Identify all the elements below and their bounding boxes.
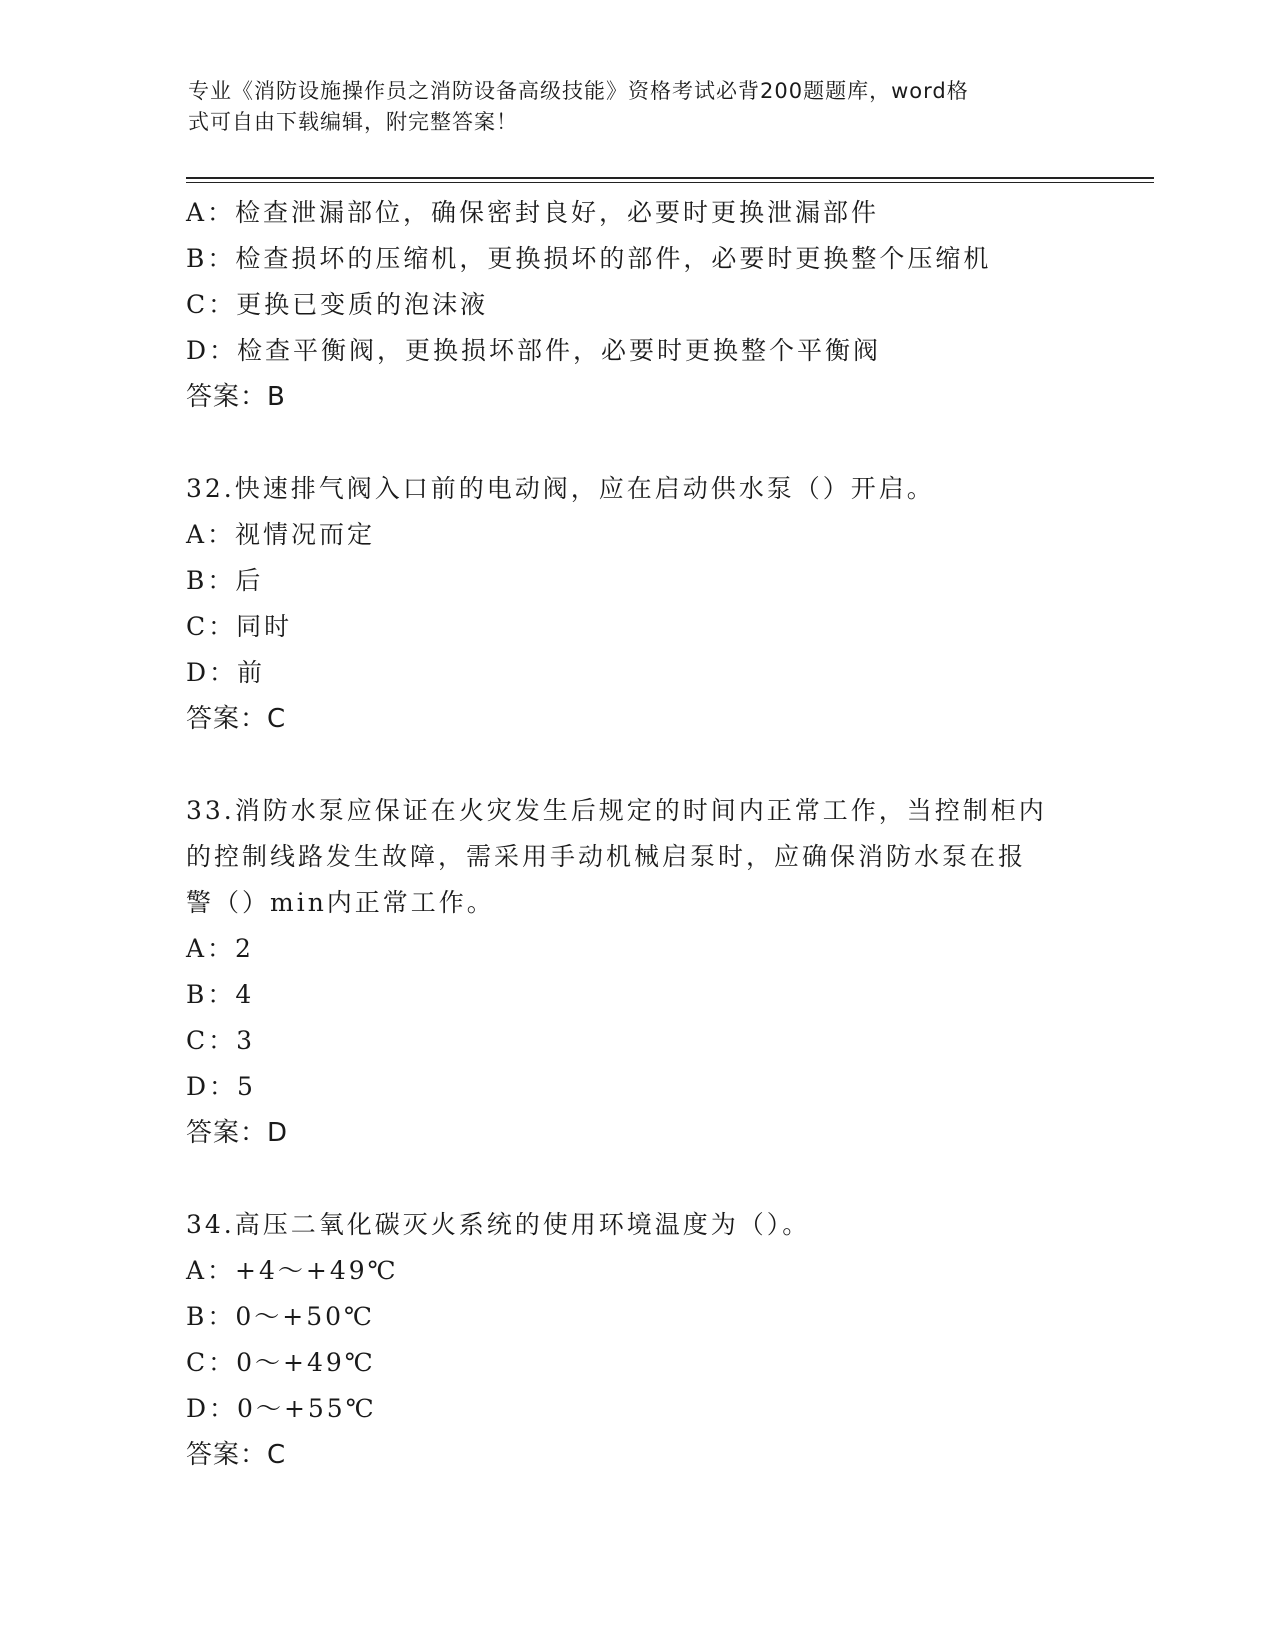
option-c: C：3 [186, 1026, 256, 1055]
question-32 [186, 466, 1086, 742]
option-a: A：+4～+49℃ [186, 1256, 399, 1285]
question-stem-line-3: 警（）min内正常工作。 [186, 888, 495, 917]
answer-line: 答案：D [186, 1118, 289, 1148]
header-divider-thin [186, 182, 1154, 183]
spacer [186, 742, 1086, 788]
option-d: D：检查平衡阀，更换损坏部件，必要时更换整个平衡阀 [186, 336, 882, 365]
answer-line: 答案：C [186, 1440, 287, 1470]
document-header [188, 76, 1068, 138]
spacer [186, 1156, 1086, 1202]
option-b: B：4 [186, 980, 255, 1009]
question-33 [186, 788, 1086, 1156]
header-divider-thick [186, 177, 1154, 179]
question-stem: 32.快速排气阀入口前的电动阀，应在启动供水泵（）开启。 [186, 474, 935, 503]
question-stem-line-2: 的控制线路发生故障，需采用手动机械启泵时，应确保消防水泵在报 [186, 842, 1027, 871]
option-b: B：检查损坏的压缩机，更换损坏的部件，必要时更换整个压缩机 [186, 244, 992, 273]
option-a: A：视情况而定 [186, 520, 376, 549]
option-c: C：更换已变质的泡沫液 [186, 290, 489, 319]
question-34 [186, 1202, 1086, 1478]
answer-line: 答案：C [186, 704, 287, 734]
question-list [186, 190, 1086, 1478]
option-d: D：5 [186, 1072, 256, 1101]
question-stem: 34.高压二氧化碳灭火系统的使用环境温度为（）。 [186, 1210, 811, 1239]
option-d: D：0～+55℃ [186, 1394, 377, 1423]
header-line-1: 专业《消防设施操作员之消防设备高级技能》资格考试必背200题题库，word格 [188, 79, 969, 103]
option-c: C：同时 [186, 612, 293, 641]
option-d: D：前 [186, 658, 266, 687]
question-31 [186, 190, 1086, 420]
header-line-2: 式可自由下载编辑，附完整答案！ [188, 110, 518, 134]
option-a: A：检查泄漏部位，确保密封良好，必要时更换泄漏部件 [186, 198, 880, 227]
option-c: C：0～+49℃ [186, 1348, 376, 1377]
option-a: A：2 [186, 934, 254, 963]
spacer [186, 420, 1086, 466]
option-b: B：0～+50℃ [186, 1302, 376, 1331]
option-b: B：后 [186, 566, 264, 595]
question-stem-line-1: 33.消防水泵应保证在火灾发生后规定的时间内正常工作，当控制柜内 [186, 796, 1047, 825]
answer-line: 答案：B [186, 382, 286, 412]
